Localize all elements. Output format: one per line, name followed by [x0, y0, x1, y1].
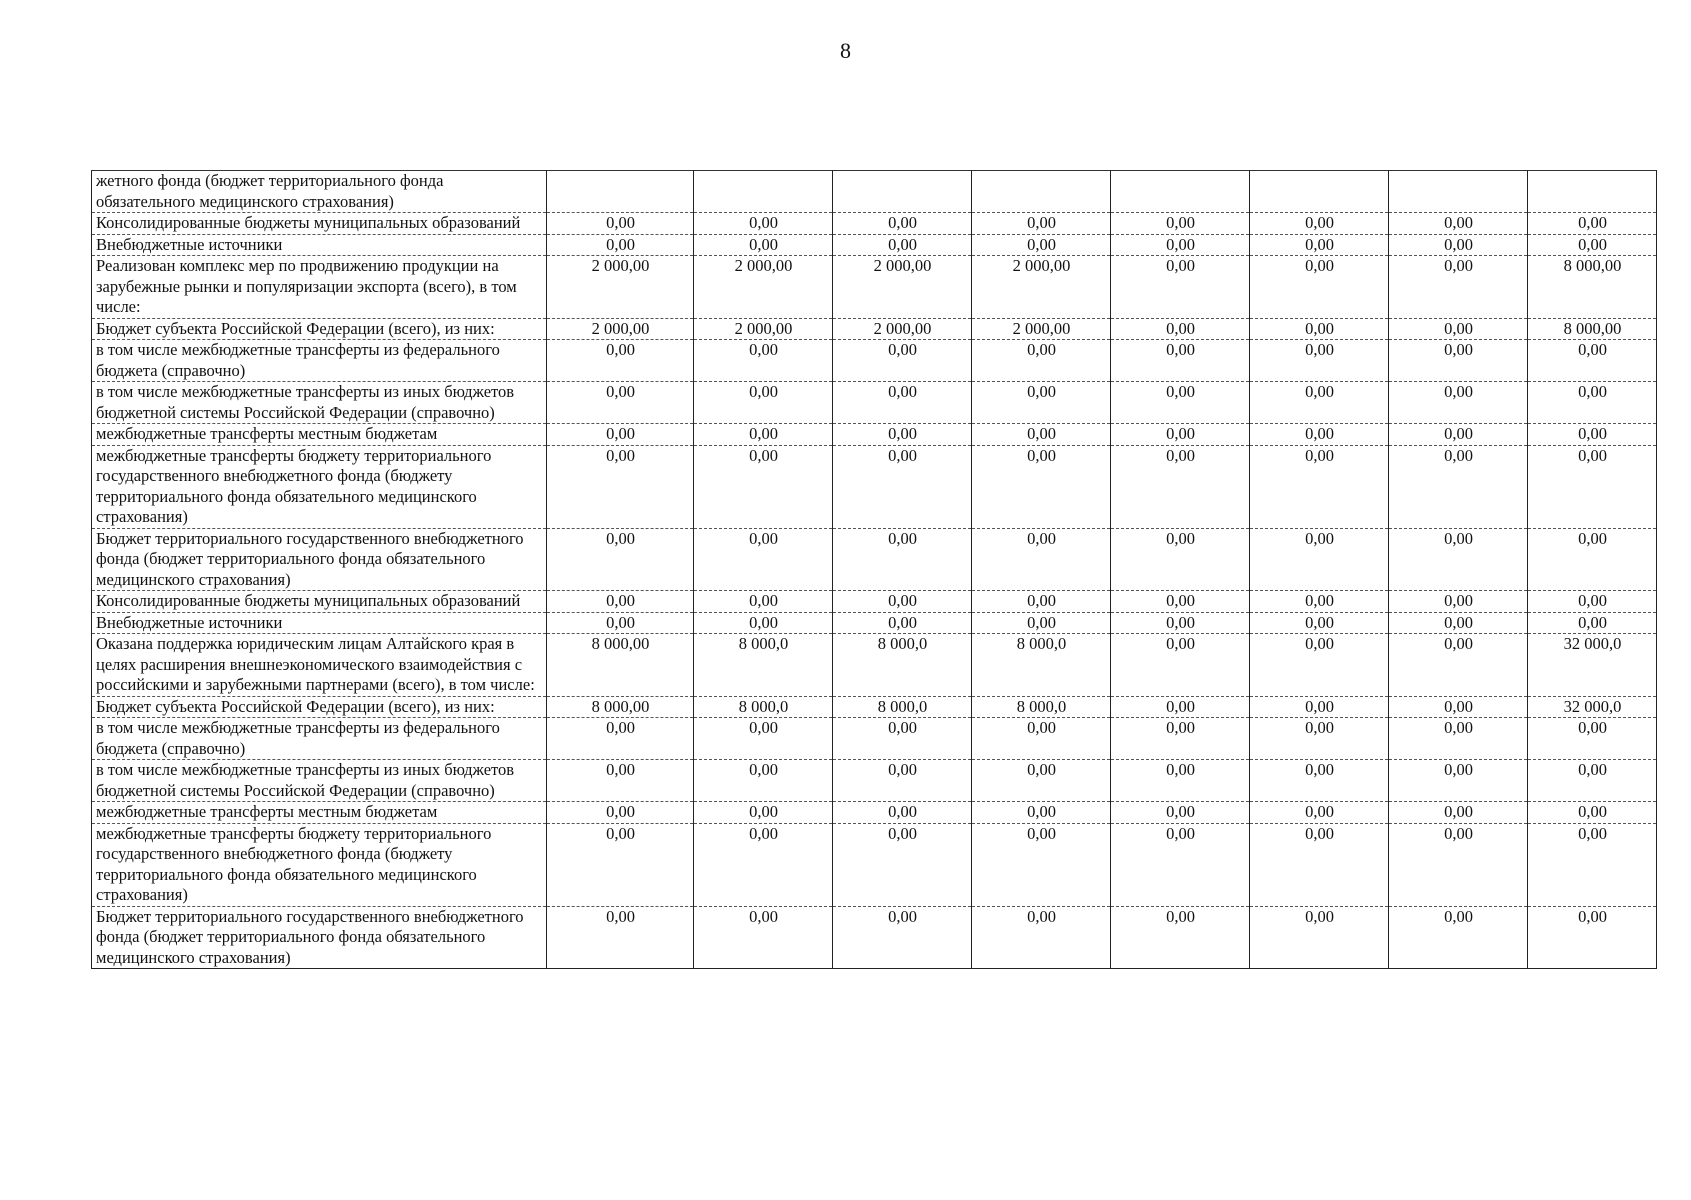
- amount-cell: 0,00: [1389, 318, 1528, 340]
- amount-cell: 0,00: [1250, 213, 1389, 235]
- amount-cell: 0,00: [972, 718, 1111, 760]
- row-label: в том числе межбюджетные трансферты из федерального бюджета (справочно): [92, 718, 547, 760]
- amount-cell: 0,00: [1111, 340, 1250, 382]
- row-label: межбюджетные трансферты бюджету территориального государственного внебюджетного фонда (бюджету территориального фонда обязательного медицинского страхования): [92, 823, 547, 906]
- amount-cell: 0,00: [1389, 823, 1528, 906]
- amount-cell: 0,00: [547, 591, 694, 613]
- amount-cell: 0,00: [1528, 445, 1657, 528]
- budget-table-body: [92, 171, 1657, 969]
- amount-cell: 0,00: [1250, 340, 1389, 382]
- amount-cell: 0,00: [1528, 213, 1657, 235]
- amount-cell: 0,00: [1528, 760, 1657, 802]
- amount-cell: 0,00: [694, 424, 833, 446]
- amount-cell: 0,00: [1528, 234, 1657, 256]
- amount-cell: 0,00: [972, 612, 1111, 634]
- budget-table: [91, 170, 1657, 969]
- amount-cell: 0,00: [1389, 634, 1528, 697]
- amount-cell: 0,00: [1250, 612, 1389, 634]
- table-row: [92, 318, 1657, 340]
- amount-cell: [833, 171, 972, 213]
- table-row: [92, 445, 1657, 528]
- amount-cell: 8 000,00: [547, 634, 694, 697]
- row-label: Консолидированные бюджеты муниципальных образований: [92, 213, 547, 235]
- amount-cell: 0,00: [547, 528, 694, 591]
- amount-cell: 0,00: [1250, 591, 1389, 613]
- amount-cell: 0,00: [547, 445, 694, 528]
- amount-cell: 0,00: [547, 802, 694, 824]
- table-row: [92, 171, 1657, 213]
- amount-cell: 0,00: [1250, 382, 1389, 424]
- amount-cell: 2 000,00: [547, 318, 694, 340]
- amount-cell: [547, 171, 694, 213]
- amount-cell: 8 000,0: [972, 634, 1111, 697]
- row-label: межбюджетные трансферты местным бюджетам: [92, 424, 547, 446]
- row-label: в том числе межбюджетные трансферты из иных бюджетов бюджетной системы Российской Федерации (справочно): [92, 760, 547, 802]
- amount-cell: 0,00: [547, 234, 694, 256]
- amount-cell: 0,00: [694, 906, 833, 969]
- row-label: Внебюджетные источники: [92, 612, 547, 634]
- row-label: Консолидированные бюджеты муниципальных образований: [92, 591, 547, 613]
- row-label: Реализован комплекс мер по продвижению продукции на зарубежные рынки и популяризации экспорта (всего), в том числе:: [92, 256, 547, 319]
- table-row: [92, 760, 1657, 802]
- amount-cell: 0,00: [1389, 445, 1528, 528]
- amount-cell: 0,00: [833, 760, 972, 802]
- amount-cell: 0,00: [1250, 760, 1389, 802]
- amount-cell: 0,00: [1250, 906, 1389, 969]
- amount-cell: 0,00: [1111, 382, 1250, 424]
- amount-cell: 2 000,00: [833, 318, 972, 340]
- row-label: жетного фонда (бюджет территориального фонда обязательного медицинского страхования): [92, 171, 547, 213]
- amount-cell: 0,00: [694, 213, 833, 235]
- amount-cell: [1250, 171, 1389, 213]
- amount-cell: 0,00: [1389, 696, 1528, 718]
- amount-cell: 0,00: [972, 382, 1111, 424]
- row-label: Бюджет субъекта Российской Федерации (всего), из них:: [92, 318, 547, 340]
- amount-cell: 0,00: [1250, 823, 1389, 906]
- table-row: [92, 823, 1657, 906]
- amount-cell: 0,00: [1111, 718, 1250, 760]
- amount-cell: 0,00: [1250, 318, 1389, 340]
- amount-cell: 0,00: [972, 823, 1111, 906]
- amount-cell: 0,00: [1528, 612, 1657, 634]
- amount-cell: 8 000,0: [694, 696, 833, 718]
- amount-cell: 0,00: [1528, 591, 1657, 613]
- amount-cell: 0,00: [833, 802, 972, 824]
- amount-cell: 0,00: [1250, 802, 1389, 824]
- table-row: [92, 802, 1657, 824]
- amount-cell: 0,00: [1528, 382, 1657, 424]
- amount-cell: 0,00: [972, 591, 1111, 613]
- amount-cell: 8 000,0: [833, 696, 972, 718]
- amount-cell: 0,00: [833, 340, 972, 382]
- row-label: межбюджетные трансферты бюджету территориального государственного внебюджетного фонда (бюджету территориального фонда обязательного медицинского страхования): [92, 445, 547, 528]
- amount-cell: 0,00: [1389, 256, 1528, 319]
- amount-cell: 0,00: [833, 612, 972, 634]
- amount-cell: 0,00: [1111, 612, 1250, 634]
- amount-cell: 0,00: [694, 382, 833, 424]
- table-row: [92, 424, 1657, 446]
- amount-cell: 2 000,00: [972, 256, 1111, 319]
- amount-cell: 0,00: [547, 340, 694, 382]
- table-row: [92, 906, 1657, 969]
- table-row: [92, 340, 1657, 382]
- amount-cell: 0,00: [694, 591, 833, 613]
- amount-cell: 0,00: [833, 906, 972, 969]
- amount-cell: 0,00: [694, 340, 833, 382]
- amount-cell: 0,00: [547, 760, 694, 802]
- amount-cell: 0,00: [1111, 445, 1250, 528]
- amount-cell: 0,00: [547, 382, 694, 424]
- amount-cell: [972, 171, 1111, 213]
- amount-cell: [694, 171, 833, 213]
- amount-cell: 0,00: [833, 445, 972, 528]
- table-row: [92, 256, 1657, 319]
- amount-cell: 0,00: [972, 906, 1111, 969]
- amount-cell: 0,00: [1250, 234, 1389, 256]
- amount-cell: 0,00: [833, 424, 972, 446]
- table-row: [92, 213, 1657, 235]
- amount-cell: 0,00: [1111, 213, 1250, 235]
- amount-cell: 8 000,0: [833, 634, 972, 697]
- amount-cell: 0,00: [1111, 696, 1250, 718]
- amount-cell: 8 000,0: [972, 696, 1111, 718]
- amount-cell: 0,00: [1111, 591, 1250, 613]
- amount-cell: 0,00: [694, 528, 833, 591]
- amount-cell: 0,00: [1111, 823, 1250, 906]
- amount-cell: 0,00: [694, 445, 833, 528]
- amount-cell: 0,00: [1389, 802, 1528, 824]
- amount-cell: 0,00: [972, 760, 1111, 802]
- amount-cell: 0,00: [547, 424, 694, 446]
- amount-cell: 0,00: [833, 382, 972, 424]
- amount-cell: 0,00: [972, 424, 1111, 446]
- amount-cell: 0,00: [1250, 718, 1389, 760]
- row-label: в том числе межбюджетные трансферты из иных бюджетов бюджетной системы Российской Федерации (справочно): [92, 382, 547, 424]
- amount-cell: 0,00: [547, 612, 694, 634]
- amount-cell: 32 000,0: [1528, 634, 1657, 697]
- row-label: Бюджет территориального государственного внебюджетного фонда (бюджет территориального фонда обязательного медицинского страхования): [92, 906, 547, 969]
- amount-cell: 0,00: [1111, 318, 1250, 340]
- amount-cell: 0,00: [1528, 718, 1657, 760]
- amount-cell: 0,00: [1250, 445, 1389, 528]
- amount-cell: 0,00: [972, 528, 1111, 591]
- amount-cell: 2 000,00: [833, 256, 972, 319]
- amount-cell: 32 000,0: [1528, 696, 1657, 718]
- amount-cell: 0,00: [1111, 424, 1250, 446]
- amount-cell: [1389, 171, 1528, 213]
- amount-cell: 0,00: [1528, 906, 1657, 969]
- amount-cell: 0,00: [1250, 528, 1389, 591]
- amount-cell: 0,00: [1528, 823, 1657, 906]
- table-row: [92, 634, 1657, 697]
- amount-cell: 0,00: [833, 234, 972, 256]
- row-label: Бюджет территориального государственного внебюджетного фонда (бюджет территориального фонда обязательного медицинского страхования): [92, 528, 547, 591]
- amount-cell: 2 000,00: [694, 256, 833, 319]
- table-row: [92, 612, 1657, 634]
- amount-cell: 2 000,00: [972, 318, 1111, 340]
- amount-cell: 0,00: [1389, 213, 1528, 235]
- amount-cell: 8 000,0: [694, 634, 833, 697]
- amount-cell: 0,00: [1250, 696, 1389, 718]
- amount-cell: 0,00: [1528, 802, 1657, 824]
- amount-cell: 0,00: [1250, 424, 1389, 446]
- amount-cell: 0,00: [1528, 424, 1657, 446]
- amount-cell: 0,00: [1111, 760, 1250, 802]
- amount-cell: [1111, 171, 1250, 213]
- amount-cell: 0,00: [833, 718, 972, 760]
- page-number: 8: [840, 38, 851, 63]
- amount-cell: 0,00: [1389, 234, 1528, 256]
- amount-cell: 0,00: [1111, 906, 1250, 969]
- amount-cell: 0,00: [833, 213, 972, 235]
- amount-cell: 0,00: [1389, 528, 1528, 591]
- amount-cell: 0,00: [1111, 528, 1250, 591]
- amount-cell: 0,00: [1389, 424, 1528, 446]
- amount-cell: 8 000,00: [1528, 256, 1657, 319]
- amount-cell: 0,00: [547, 906, 694, 969]
- row-label: межбюджетные трансферты местным бюджетам: [92, 802, 547, 824]
- amount-cell: 0,00: [547, 823, 694, 906]
- amount-cell: 0,00: [833, 591, 972, 613]
- amount-cell: 0,00: [1111, 634, 1250, 697]
- amount-cell: 8 000,00: [1528, 318, 1657, 340]
- amount-cell: 0,00: [1389, 760, 1528, 802]
- amount-cell: 0,00: [547, 213, 694, 235]
- amount-cell: 8 000,00: [547, 696, 694, 718]
- amount-cell: 0,00: [1111, 256, 1250, 319]
- amount-cell: 0,00: [972, 445, 1111, 528]
- amount-cell: 0,00: [694, 718, 833, 760]
- table-row: [92, 382, 1657, 424]
- table-row: [92, 718, 1657, 760]
- row-label: Внебюджетные источники: [92, 234, 547, 256]
- amount-cell: [1528, 171, 1657, 213]
- row-label: в том числе межбюджетные трансферты из федерального бюджета (справочно): [92, 340, 547, 382]
- amount-cell: 2 000,00: [694, 318, 833, 340]
- amount-cell: 0,00: [1389, 718, 1528, 760]
- amount-cell: 0,00: [1528, 528, 1657, 591]
- amount-cell: 0,00: [694, 234, 833, 256]
- amount-cell: 0,00: [833, 823, 972, 906]
- amount-cell: 0,00: [972, 234, 1111, 256]
- amount-cell: 0,00: [694, 612, 833, 634]
- amount-cell: 0,00: [1389, 591, 1528, 613]
- amount-cell: 0,00: [833, 528, 972, 591]
- row-label: Бюджет субъекта Российской Федерации (всего), из них:: [92, 696, 547, 718]
- amount-cell: 0,00: [1111, 234, 1250, 256]
- amount-cell: 0,00: [694, 760, 833, 802]
- amount-cell: 0,00: [1389, 612, 1528, 634]
- amount-cell: 0,00: [1250, 256, 1389, 319]
- amount-cell: 0,00: [1111, 802, 1250, 824]
- amount-cell: 2 000,00: [547, 256, 694, 319]
- amount-cell: 0,00: [694, 823, 833, 906]
- amount-cell: 0,00: [1528, 340, 1657, 382]
- amount-cell: 0,00: [547, 718, 694, 760]
- amount-cell: 0,00: [972, 802, 1111, 824]
- row-label: Оказана поддержка юридическим лицам Алтайского края в целях расширения внешнеэкономического взаимодействия с российскими и зарубежными партнерами (всего), в том числе:: [92, 634, 547, 697]
- table-row: [92, 234, 1657, 256]
- amount-cell: 0,00: [1389, 340, 1528, 382]
- amount-cell: 0,00: [1389, 382, 1528, 424]
- table-row: [92, 528, 1657, 591]
- table-row: [92, 696, 1657, 718]
- amount-cell: 0,00: [1389, 906, 1528, 969]
- amount-cell: 0,00: [972, 340, 1111, 382]
- table-row: [92, 591, 1657, 613]
- amount-cell: 0,00: [694, 802, 833, 824]
- amount-cell: 0,00: [972, 213, 1111, 235]
- amount-cell: 0,00: [1250, 634, 1389, 697]
